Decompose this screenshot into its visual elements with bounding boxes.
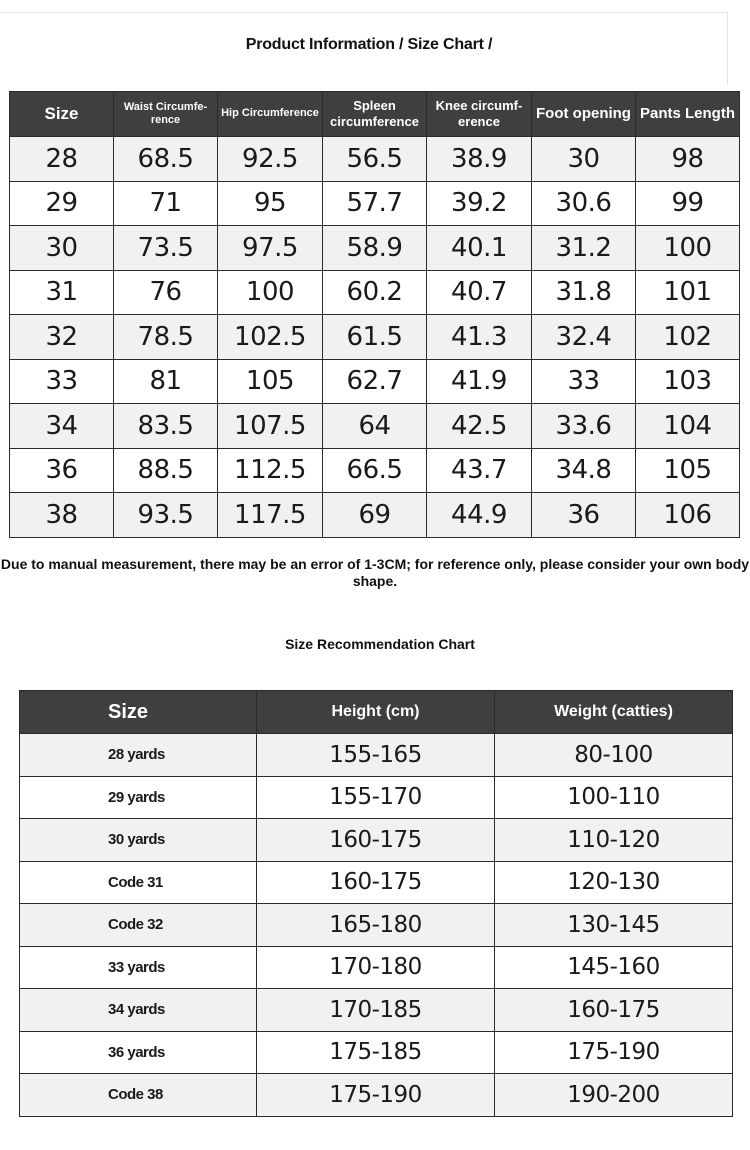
table-row [10,404,740,449]
table-cell: 95 [218,181,323,226]
table-cell: 104 [636,404,740,449]
table-cell: 102.5 [218,315,323,360]
table-cell: 117.5 [218,493,323,538]
table-cell: 97.5 [218,226,323,271]
table-cell: 42.5 [427,404,532,449]
size-chart-header-row [10,92,740,137]
recommendation-header-row [20,691,733,734]
recommendation-header: Size [20,691,257,734]
table-cell: 103 [636,359,740,404]
table-cell-size: 32 [10,315,114,360]
table-cell-size: 30 yards [20,819,257,862]
table-cell: 107.5 [218,404,323,449]
table-cell: 73.5 [114,226,218,271]
table-cell: 33 [532,359,636,404]
table-cell-size: 29 yards [20,776,257,819]
table-cell: 69 [323,493,427,538]
table-cell-size: 38 [10,493,114,538]
table-cell: 99 [636,181,740,226]
table-cell: 64 [323,404,427,449]
table-cell: 105 [636,448,740,493]
table-cell: 39.2 [427,181,532,226]
table-cell: 112.5 [218,448,323,493]
table-cell-size: Code 38 [20,1074,257,1117]
recommendation-header: Weight (catties) [495,691,733,734]
table-cell: 30.6 [532,181,636,226]
table-cell-size: 29 [10,181,114,226]
size-chart-header: Waist Circumfe-rence [114,92,218,137]
table-row [20,819,733,862]
recommendation-table [19,690,733,1117]
table-cell: 66.5 [323,448,427,493]
table-cell: 102 [636,315,740,360]
table-cell: 165-180 [257,904,495,947]
table-cell: 38.9 [427,137,532,182]
table-cell: 31.2 [532,226,636,271]
table-cell: 58.9 [323,226,427,271]
table-row [20,904,733,947]
table-cell: 101 [636,270,740,315]
table-cell-size: Code 31 [20,861,257,904]
recommendation-header: Height (cm) [257,691,495,734]
table-cell: 40.1 [427,226,532,271]
table-row [10,226,740,271]
size-chart-header: Hip Circumference [218,92,323,137]
table-cell: 61.5 [323,315,427,360]
table-cell: 76 [114,270,218,315]
table-cell: 31.8 [532,270,636,315]
table-cell: 34.8 [532,448,636,493]
size-chart-title: Product Information / Size Chart / [245,36,493,53]
size-chart-header: Spleen circumference [323,92,427,137]
table-cell: 106 [636,493,740,538]
table-cell: 88.5 [114,448,218,493]
table-row [10,270,740,315]
table-cell-size: Code 32 [20,904,257,947]
table-row [20,1074,733,1117]
table-cell: 110-120 [495,819,733,862]
table-cell: 175-185 [257,1031,495,1074]
table-cell: 145-160 [495,946,733,989]
table-cell: 92.5 [218,137,323,182]
table-cell-size: 36 yards [20,1031,257,1074]
table-row [10,181,740,226]
table-cell: 190-200 [495,1074,733,1117]
table-row [10,359,740,404]
table-row [10,137,740,182]
table-cell: 175-190 [257,1074,495,1117]
recommendation-title: Size Recommendation Chart [285,636,475,652]
table-cell: 40.7 [427,270,532,315]
table-row [10,448,740,493]
table-row [20,734,733,777]
table-row [20,946,733,989]
table-cell: 68.5 [114,137,218,182]
table-cell: 120-130 [495,861,733,904]
table-cell-size: 34 [10,404,114,449]
table-cell: 80-100 [495,734,733,777]
table-cell: 170-185 [257,989,495,1032]
table-cell: 56.5 [323,137,427,182]
table-row [20,776,733,819]
table-cell-size: 28 yards [20,734,257,777]
table-cell: 60.2 [323,270,427,315]
table-cell: 155-165 [257,734,495,777]
table-cell: 57.7 [323,181,427,226]
table-cell: 93.5 [114,493,218,538]
table-row [20,861,733,904]
table-row [10,493,740,538]
table-cell-size: 31 [10,270,114,315]
table-cell: 33.6 [532,404,636,449]
table-cell: 100 [218,270,323,315]
table-cell: 100-110 [495,776,733,819]
table-cell: 32.4 [532,315,636,360]
table-row [10,315,740,360]
size-chart-header: Pants Length [636,92,740,137]
table-row [20,1031,733,1074]
table-cell: 62.7 [323,359,427,404]
table-cell: 71 [114,181,218,226]
table-cell: 30 [532,137,636,182]
table-cell-size: 36 [10,448,114,493]
table-cell: 44.9 [427,493,532,538]
table-cell: 36 [532,493,636,538]
size-chart-header: Knee circumf-erence [427,92,532,137]
table-cell: 170-180 [257,946,495,989]
table-cell: 160-175 [257,819,495,862]
table-cell-size: 30 [10,226,114,271]
table-cell: 160-175 [495,989,733,1032]
table-cell-size: 33 [10,359,114,404]
table-cell-size: 28 [10,137,114,182]
table-cell: 43.7 [427,448,532,493]
table-cell: 155-170 [257,776,495,819]
table-cell: 78.5 [114,315,218,360]
table-cell-size: 33 yards [20,946,257,989]
table-cell: 98 [636,137,740,182]
table-cell: 41.3 [427,315,532,360]
size-chart-table [9,91,740,538]
table-row [20,989,733,1032]
size-chart-header: Size [10,92,114,137]
table-cell: 105 [218,359,323,404]
table-cell: 83.5 [114,404,218,449]
table-cell: 160-175 [257,861,495,904]
table-cell: 41.9 [427,359,532,404]
table-cell: 100 [636,226,740,271]
table-cell: 81 [114,359,218,404]
table-cell-size: 34 yards [20,989,257,1032]
size-chart-header: Foot opening [532,92,636,137]
measurement-note: Due to manual measurement, there may be an error of 1-3CM; for reference only, please consider your own body shape. [0,556,750,589]
table-cell: 130-145 [495,904,733,947]
table-cell: 175-190 [495,1031,733,1074]
